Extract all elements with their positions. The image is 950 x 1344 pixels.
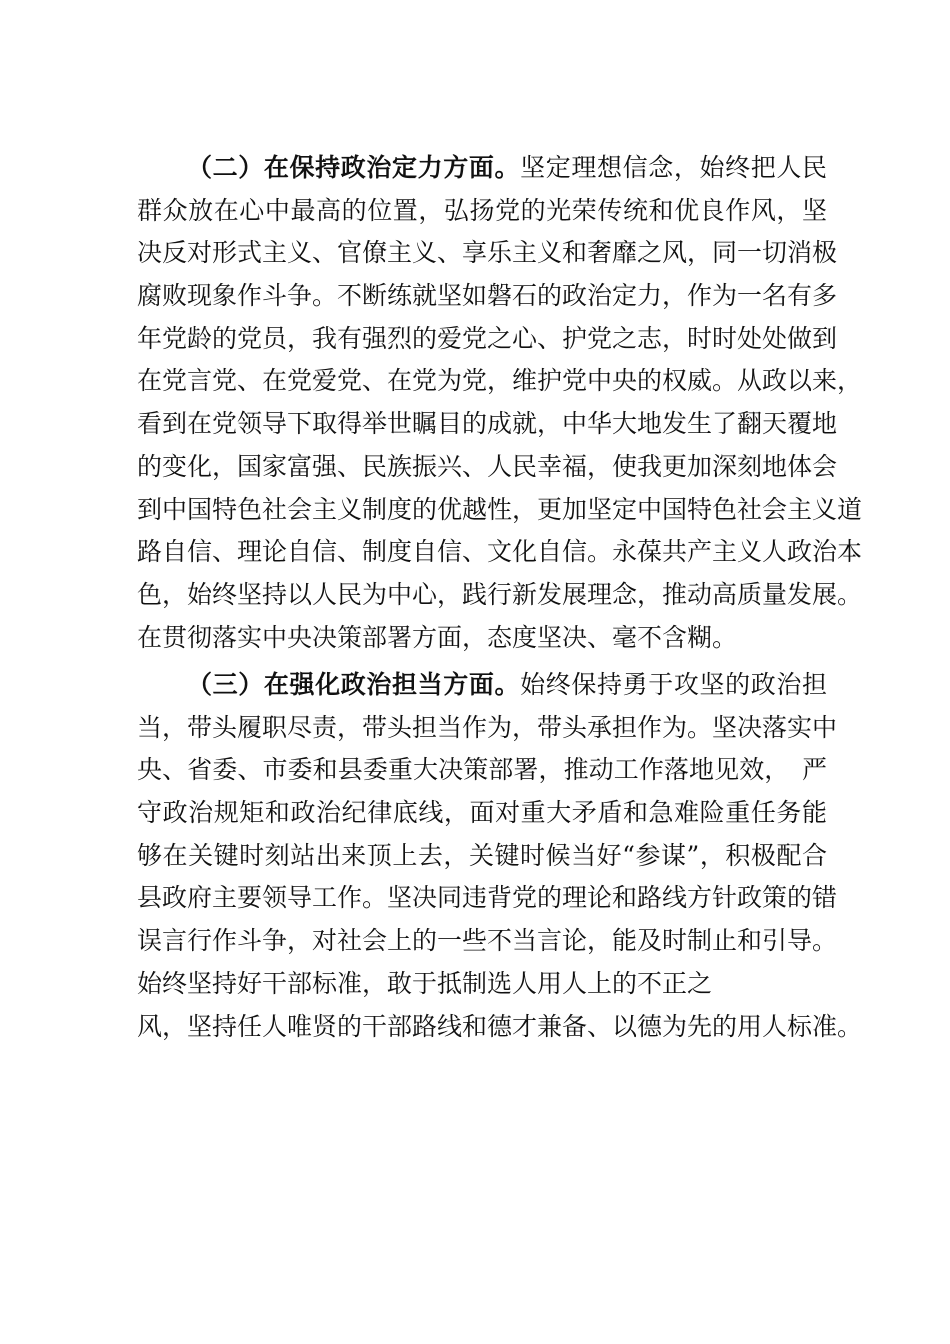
paragraph-line: 误言行作斗争，对社会上的一些不当言论，能及时制止和引导。 bbox=[137, 926, 838, 956]
paragraph-first-line bbox=[137, 664, 827, 707]
paragraph-political-stability bbox=[137, 147, 863, 659]
paragraph-line: 在党言党、在党爱党、在党为党，维护党中央的权威。从政以来， bbox=[137, 366, 863, 396]
paragraph-line: 够在关键时刻站出来顶上去，关键时候当好“参谋”，积极配合 bbox=[137, 840, 827, 870]
paragraph-line: 央、省委、市委和县委重大决策部署，推动工作落地见效， 严 bbox=[137, 755, 827, 785]
paragraph-line: 决反对形式主义、官僚主义、享乐主义和奢靡之风，同一切消极 bbox=[137, 238, 838, 268]
paragraph-last-line: 风，坚持任人唯贤的干部路线和德才兼备、以德为先的用人标准。 bbox=[137, 1011, 863, 1041]
paragraph-line: 年党龄的党员，我有强烈的爱党之心、护党之志，时时处处做到 bbox=[137, 323, 838, 353]
paragraph-line: 守政治规矩和政治纪律底线，面对重大矛盾和急难险重任务能 bbox=[137, 798, 827, 828]
paragraph-heading: （二）在保持政治定力方面。 bbox=[187, 153, 521, 182]
paragraph-line: 的变化，国家富强、民族振兴、人民幸福，使我更加深刻地体会 bbox=[137, 451, 838, 481]
paragraph-text: 始终保持勇于攻坚的政治担 bbox=[520, 670, 827, 699]
paragraph-first-line bbox=[137, 147, 827, 190]
paragraph-line: 始终坚持好干部标准，敢于抵制选人用人上的不正之 bbox=[137, 968, 713, 998]
paragraph-line: 路自信、理论自信、制度自信、文化自信。永葆共产主义人政治本 bbox=[137, 537, 863, 567]
paragraph-line: 看到在党领导下取得举世瞩目的成就，中华大地发生了翻天覆地 bbox=[137, 409, 838, 439]
paragraph-text: 坚定理想信念，始终把人民 bbox=[520, 153, 827, 182]
paragraph-line: 色，始终坚持以人民为中心，践行新发展理念，推动高质量发展。 bbox=[137, 579, 863, 609]
paragraph-last-line: 在贯彻落实中央决策部署方面，态度坚决、毫不含糊。 bbox=[137, 622, 738, 652]
paragraph-line: 县政府主要领导工作。坚决同违背党的理论和路线方针政策的错 bbox=[137, 883, 838, 913]
paragraph-line: 腐败现象作斗争。不断练就坚如磐石的政治定力，作为一名有多 bbox=[137, 281, 838, 311]
paragraph-line: 群众放在心中最高的位置，弘扬党的光荣传统和优良作风，坚 bbox=[137, 195, 827, 225]
paragraph-heading: （三）在强化政治担当方面。 bbox=[187, 670, 521, 699]
paragraph-line: 当，带头履职尽责，带头担当作为，带头承担作为。坚决落实中 bbox=[137, 712, 838, 742]
paragraph-line: 到中国特色社会主义制度的优越性，更加坚定中国特色社会主义道 bbox=[137, 494, 863, 524]
paragraph-political-responsibility bbox=[137, 664, 863, 1048]
